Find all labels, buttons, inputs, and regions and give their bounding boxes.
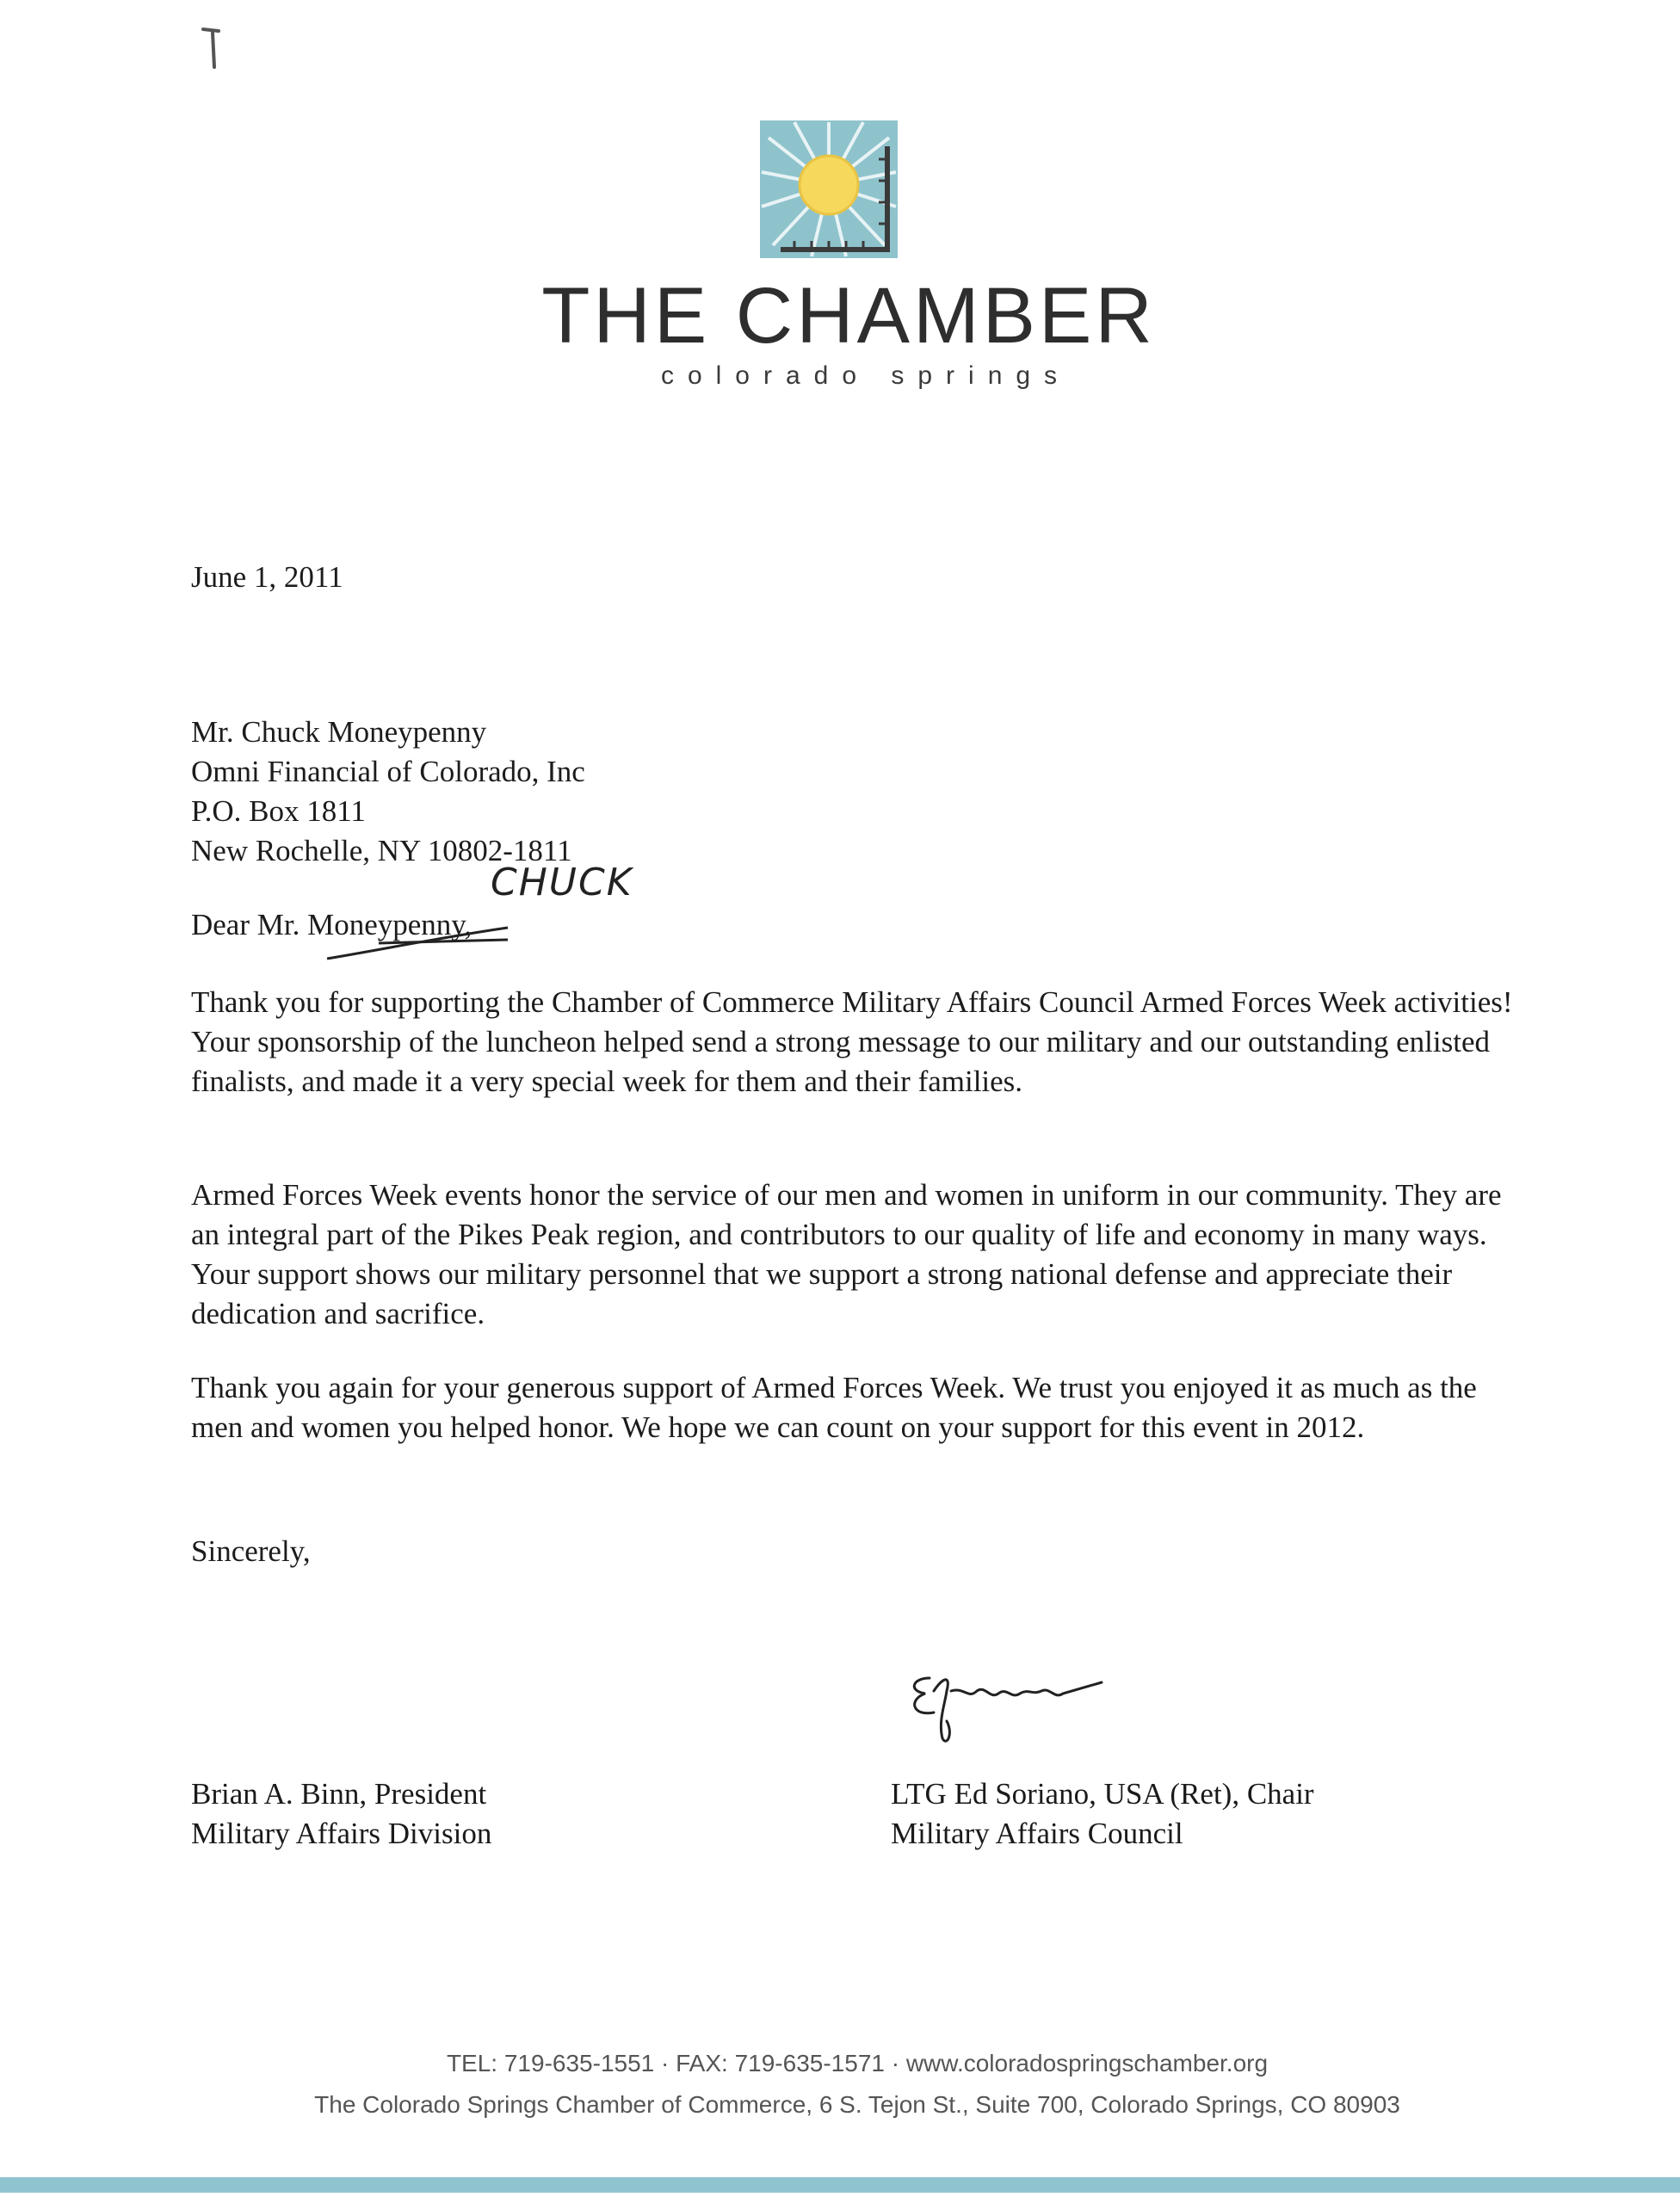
strikethrough-mark	[327, 919, 512, 962]
recipient-po-box: P.O. Box 1811	[191, 794, 366, 828]
footer-band	[0, 2177, 1680, 2193]
closing: Sincerely,	[191, 1534, 311, 1568]
scan-mark	[200, 24, 225, 76]
signatory-left-division: Military Affairs Division	[191, 1817, 492, 1850]
footer-address: The Colorado Springs Chamber of Commerce, 6 S. Tejon St., Suite 700, Colorado Springs, CO 80903	[314, 2091, 1400, 2118]
body-paragraph-3: Thank you again for your generous support of Armed Forces Week. We trust you enjoyed it as much as the men and women you helped honor. We hope we can count on your support for this event in 2012.	[191, 1371, 1477, 1444]
recipient-city: New Rochelle, NY 10802-1811	[191, 834, 572, 867]
signatory-left	[191, 1774, 491, 1854]
recipient-address	[191, 713, 585, 871]
signatory-left-name: Brian A. Binn, President	[191, 1777, 487, 1811]
handwritten-correction: CHUCK	[491, 861, 633, 904]
letterhead-subtitle: colorado springs	[660, 361, 1072, 390]
handwritten-signature	[904, 1652, 1127, 1747]
signatory-right	[891, 1774, 1314, 1854]
salutation: Dear Mr. Moneypenny,	[191, 908, 472, 941]
signatory-right-division: Military Affairs Council	[891, 1817, 1183, 1850]
sun-logo-icon	[760, 120, 898, 258]
letter-date: June 1, 2011	[191, 560, 343, 594]
recipient-company: Omni Financial of Colorado, Inc	[191, 755, 585, 788]
letterhead-title: THE CHAMBER	[541, 272, 1156, 360]
body-paragraph-2: Armed Forces Week events honor the service of our men and women in uniform in our community. They are an integral part of the Pikes Peak region, and contributors to our quality of life and economy in many ways. Your support shows our military personnel that we support a strong national defense and appreciate their dedication and sacrifice.	[191, 1178, 1502, 1330]
recipient-name: Mr. Chuck Moneypenny	[191, 715, 487, 749]
body-paragraph-1: Thank you for supporting the Chamber of Commerce Military Affairs Council Armed Forces Week activities! Your sponsorship of the luncheon helped send a strong message to our military and our outstanding enlisted finalists, and made it a very special week for them and their families.	[191, 985, 1513, 1098]
footer-contact: TEL: 719-635-1551 · FAX: 719-635-1571 · www.coloradospringschamber.org	[446, 2050, 1269, 2076]
signatory-right-name: LTG Ed Soriano, USA (Ret), Chair	[891, 1777, 1314, 1811]
